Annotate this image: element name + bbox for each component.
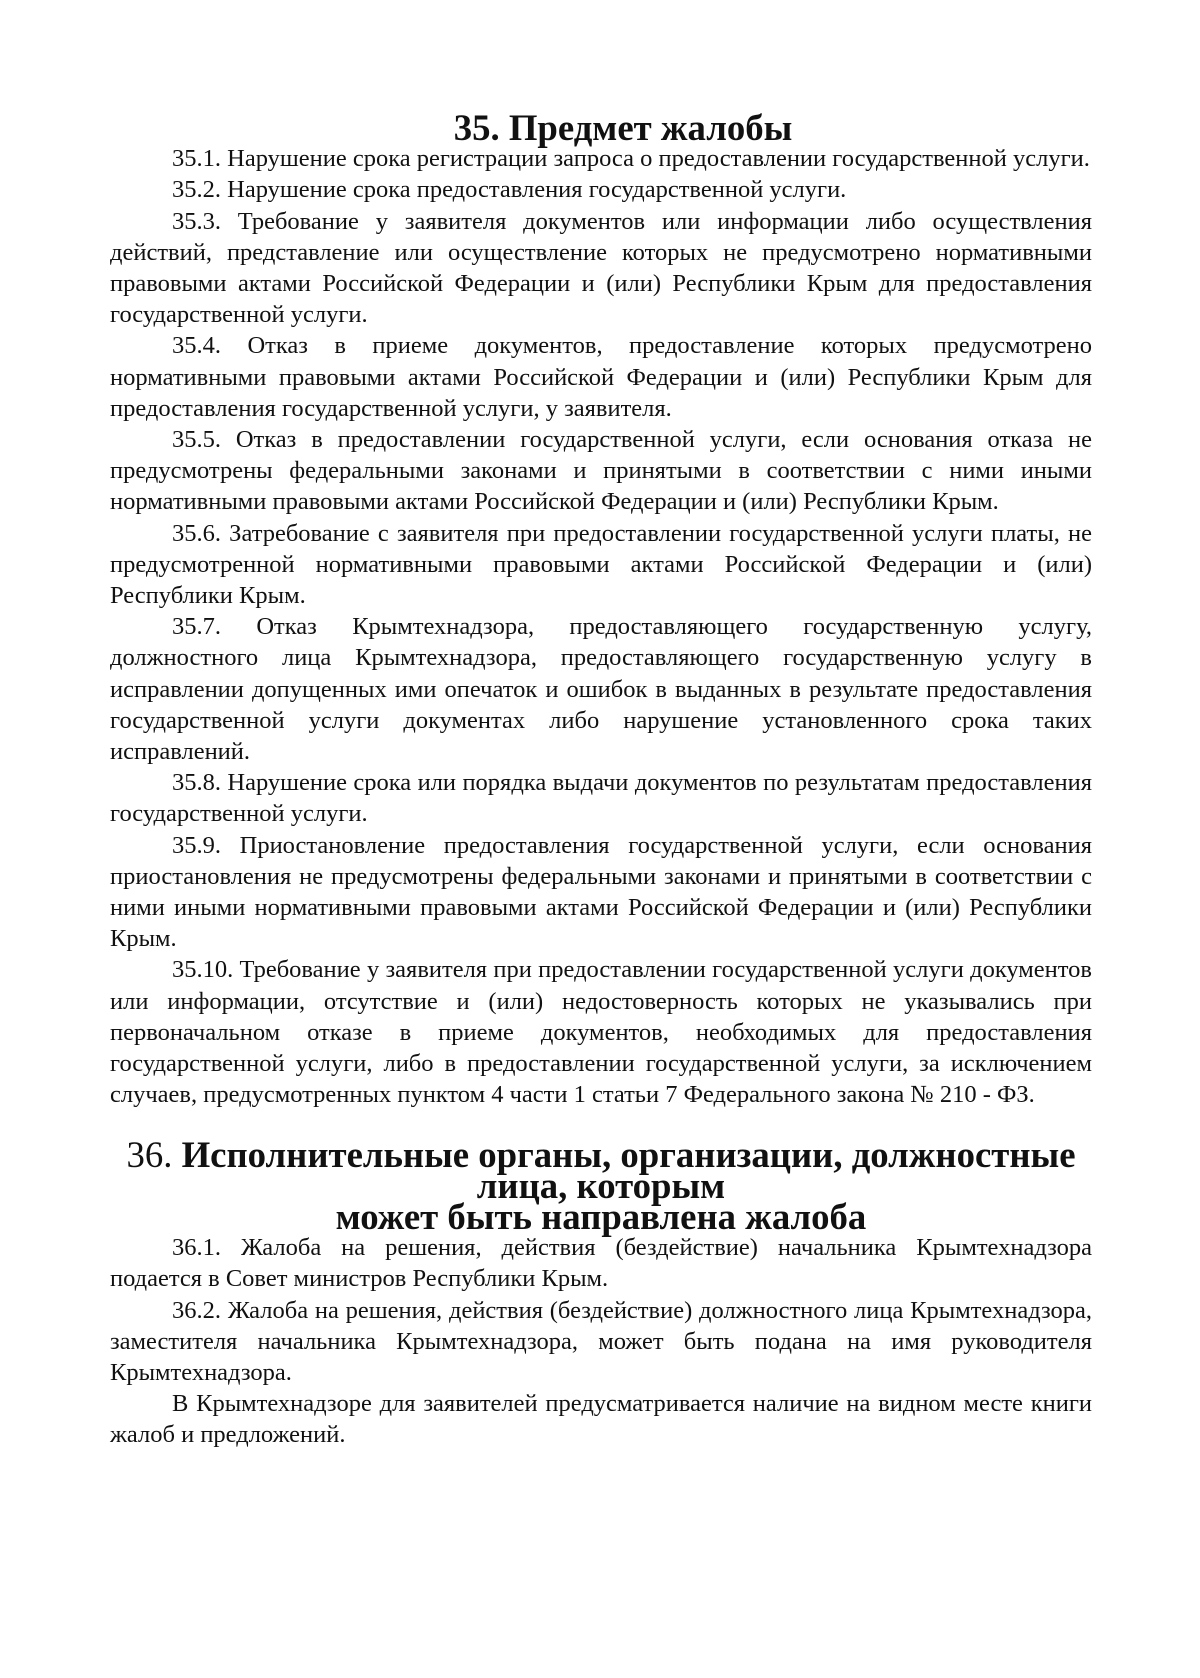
paragraph-35-9: 35.9. Приостановление предоставления государственной услуги, если основания приостановления не предусмотрены федеральными законами и принятыми в соответствии с ними иными нормативными правовыми актами Российской Федерации и (или) Республики Крым. — [110, 831, 1092, 953]
section-36-title — [110, 1133, 1092, 1237]
section-36-title-line1: Исполнительные органы, организации, должностные лица, которым — [181, 1133, 1076, 1206]
section-36-title-line2: может быть направлена жалоба — [335, 1195, 867, 1237]
paragraph-36-3: В Крымтехнадзоре для заявителей предусматривается наличие на видном месте книги жалоб и предложений. — [110, 1390, 1092, 1449]
paragraph-35-5: 35.5. Отказ в предоставлении государственной услуги, если основания отказа не предусмотрены федеральными законами и принятыми в соответствии с ними иными нормативными правовыми актами Российской Федерации и (или) Республики Крым. — [110, 426, 1092, 516]
paragraph-35-4: 35.4. Отказ в приеме документов, предоставление которых предусмотрено нормативными правовыми актами Российской Федерации и (или) Республики Крым для предоставления государственной услуги, у заявителя. — [110, 332, 1092, 422]
section-35-title: 35. Предмет жалобы — [453, 107, 793, 148]
paragraph-35-3: 35.3. Требование у заявителя документов или информации либо осуществления действий, представление или осуществление которых не предусмотрено нормативными правовыми актами Российской Федерации и (или) Республики Крым для предоставления государственной услуги. — [110, 207, 1092, 329]
paragraph-36-2: 36.2. Жалоба на решения, действия (бездействие) должностного лица Крымтехнадзора, заместителя начальника Крымтехнадзора, может быть подана на имя руководителя Крымтехнадзора. — [110, 1296, 1092, 1386]
paragraph-35-6: 35.6. Затребование с заявителя при предоставлении государственной услуги платы, не предусмотренной нормативными правовыми актами Российской Федерации и (или) Республики Крым. — [110, 519, 1092, 610]
paragraph-35-8: 35.8. Нарушение срока или порядка выдачи документов по результатам предоставления государственной услуги. — [110, 769, 1092, 828]
paragraph-35-10: 35.10. Требование у заявителя при предоставлении государственной услуги документов или информации, отсутствие и (или) недостоверность которых не указывались при первоначальном отказе в приеме документов, необходимых для предоставления государственной услуги, либо в предоставлении государственной услуги, за исключением случаев, предусмотренных пунктом 4 части 1 статьи 7 Федерального закона № 210 - ФЗ. — [110, 956, 1092, 1109]
paragraph-35-1: 35.1. Нарушение срока регистрации запроса о предоставлении государственной услуги. — [172, 145, 1090, 173]
paragraph-35-2: 35.2. Нарушение срока предоставления государственной услуги. — [172, 176, 847, 204]
paragraph-36-1: 36.1. Жалоба на решения, действия (бездействие) начальника Крымтехнадзора подается в Совет министров Республики Крым. — [110, 1234, 1092, 1293]
section-36-number: 36. — [126, 1133, 173, 1175]
paragraph-35-7: 35.7. Отказ Крымтехнадзора, предоставляющего государственную услугу, должностного лица Крымтехнадзора, предоставляющего государственную услугу в исправлении допущенных ими опечаток и ошибок в выданных в результате предоставления государственной услуги документах либо нарушение установленного срока таких исправлений. — [110, 613, 1092, 766]
document-body — [110, 107, 1092, 1451]
